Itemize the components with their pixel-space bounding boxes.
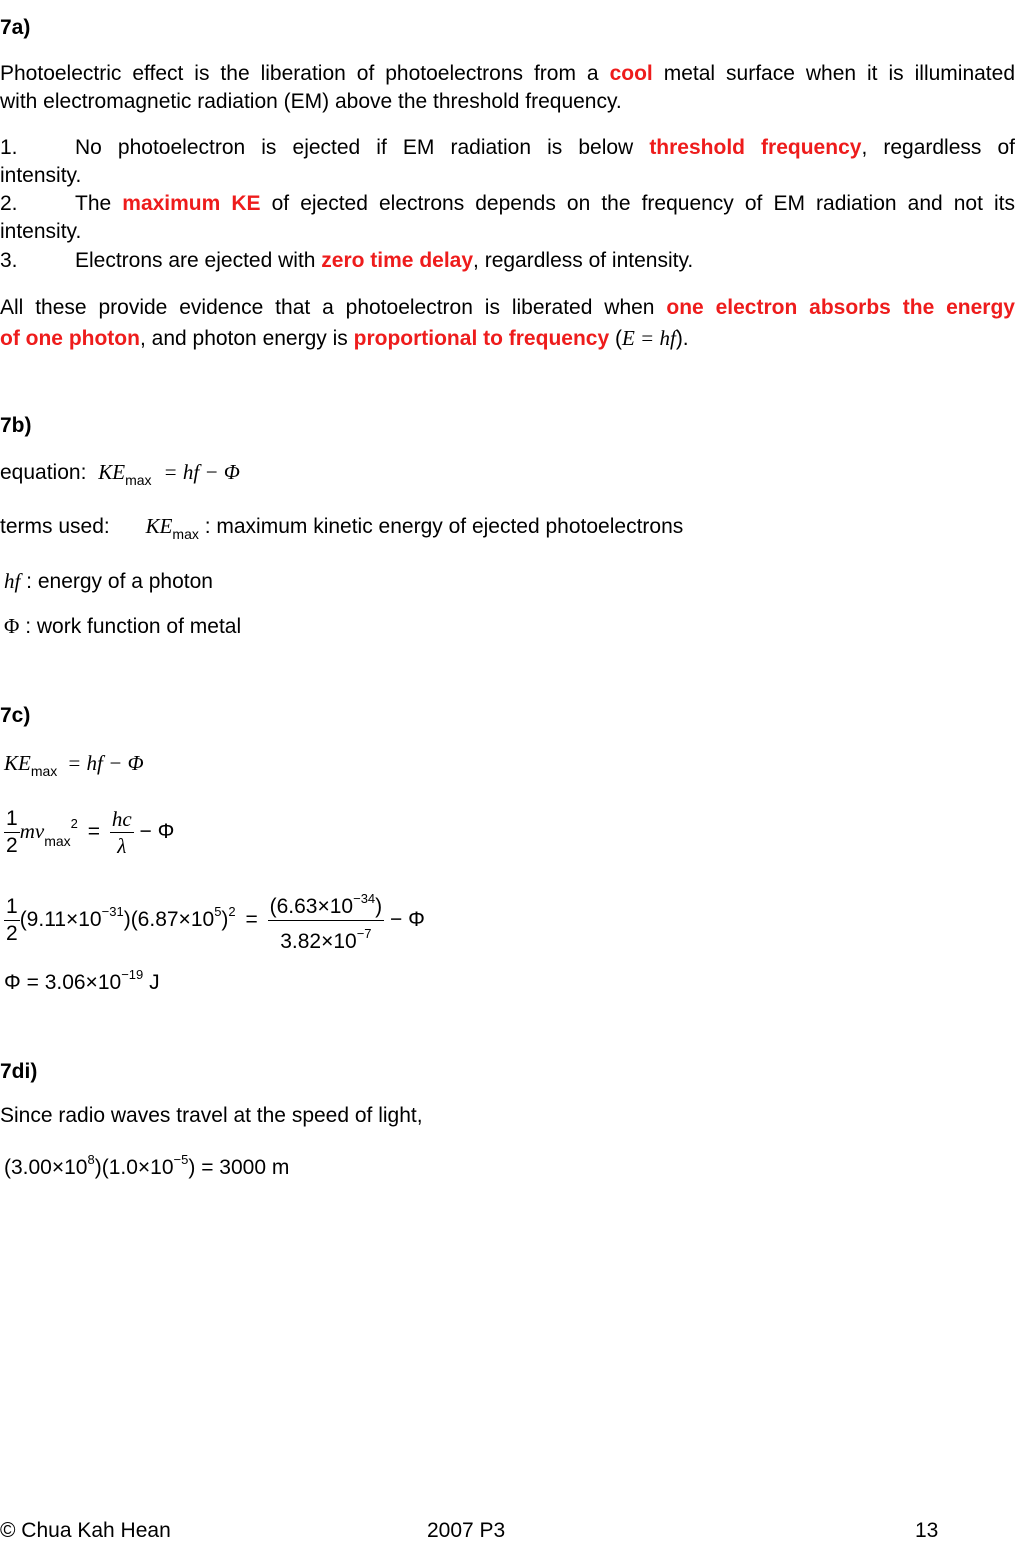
- term-ke-max: terms used: $KE_{max}$ : maximum kinetic energy of ejected photoelectrons: [0, 514, 684, 542]
- footer-paper: 2007 P3: [427, 1519, 506, 1542]
- footer-copyright: © Chua Kah Hean: [0, 1519, 171, 1542]
- point-1: 1. No photoelectron is ejected if EM radiation is below threshold frequency, regardless of intensity.: [0, 136, 1015, 187]
- intro-paragraph: Photoelectric effect is the liberation of photoelectrons from a cool metal surface when it is illuminated with electromagnetic radiation (EM) above the threshold frequency.: [0, 62, 1015, 113]
- point-3: 3. Electrons are ejected with zero time delay, regardless of intensity.: [0, 249, 694, 272]
- heading-7a: 7a): [0, 16, 31, 39]
- equation-line-1: $KE_{max}$ = hf − Φ: [4, 751, 144, 779]
- term-work-function: Φ : work function of metal: [4, 614, 242, 638]
- photoelectric-equation: equation: $KE_{max}$ = hf − Φ: [0, 460, 240, 488]
- heading-7di: 7di): [0, 1060, 38, 1083]
- distance-calculation: $(3.00\times 10^8)(1.0\times 10^{-5}) = 3000$ m: [4, 1152, 290, 1179]
- heading-7c: 7c): [0, 704, 31, 727]
- radio-waves-text: Since radio waves travel at the speed of light,: [0, 1104, 423, 1127]
- work-function-result: $\Phi = 3.06\times 10^{-19}$ J: [4, 967, 160, 994]
- evidence-paragraph: All these provide evidence that a photoelectron is liberated when one electron absorbs the energy of one photon, and photon energy is proportional to frequency (E = hf).: [0, 296, 1015, 350]
- equation-line-2: $\frac{1}{2}$ $mv_{max}^2$ = $\frac{hc}{\lambda}$ − Φ: [6, 807, 175, 858]
- footer-page-number: 13: [915, 1519, 939, 1542]
- point-2: 2. The maximum KE of ejected electrons depends on the frequency of EM radiation and not its intensity.: [0, 192, 1015, 243]
- term-hf: hf : energy of a photon: [4, 569, 213, 593]
- heading-7b: 7b): [0, 414, 32, 437]
- equation-line-3: $\frac{1}{2}$ $(9.11\times 10^{-31})(6.87\times 10^5)^2$ = $\frac{(6.63\times 10^{-34})}{3.82\times 10^{-7}}$ − Φ: [4, 886, 425, 955]
